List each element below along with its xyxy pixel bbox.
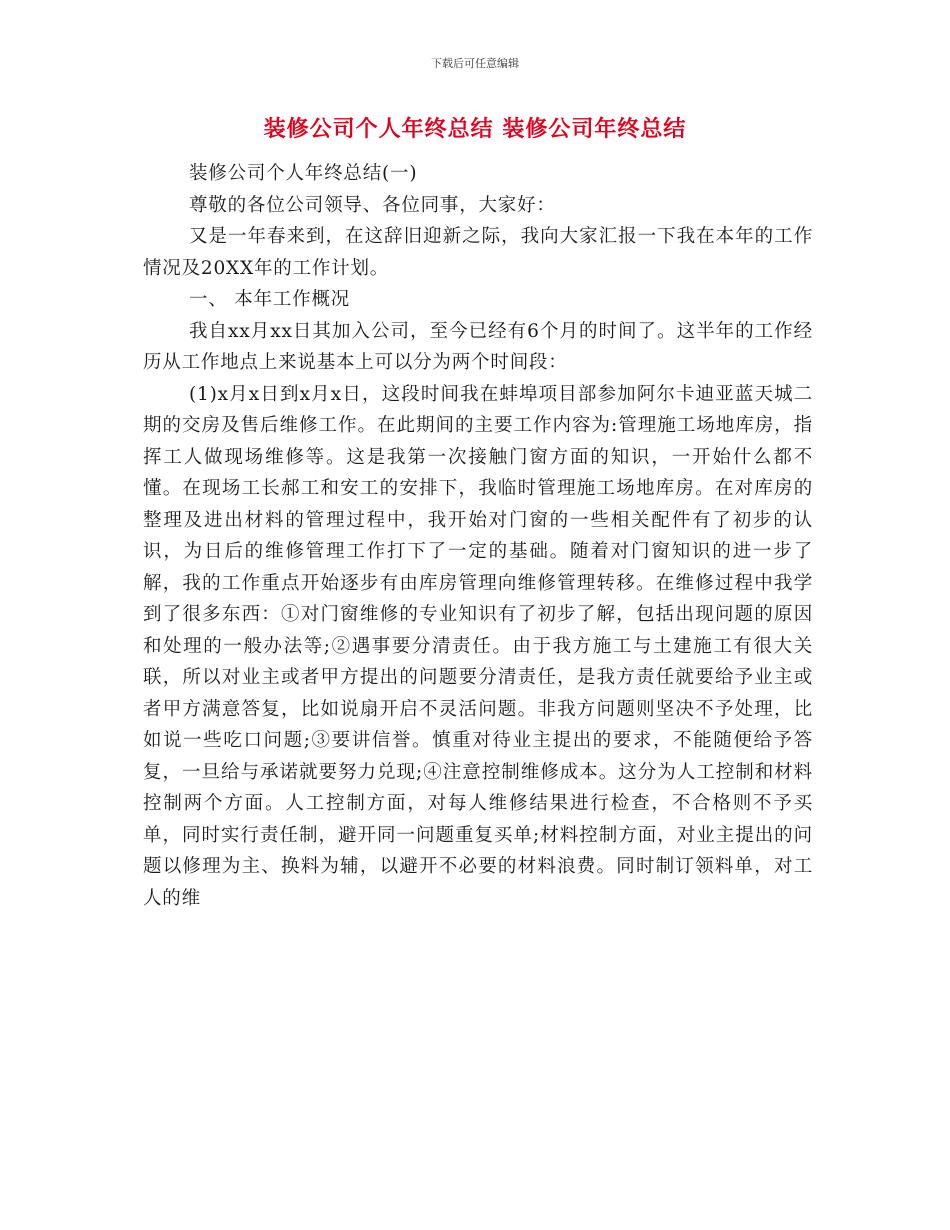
document-body <box>143 158 813 914</box>
salutation: 尊敬的各位公司领导、各位同事，大家好： <box>189 194 556 216</box>
subsection-heading: 一、 本年工作概况 <box>189 289 351 310</box>
document-title: 装修公司个人年终总结 装修公司年终总结 <box>263 116 687 142</box>
body-paragraph: (1)x月x日到x月x日，这段时间我在蚌埠项目部参加阿尔卡迪亚蓝天城二期的交房及售后维修工作。在此期间的主要工作内容为:管理施工场地库房，指挥工人做现场维修等。这是我第一次接触门窗方面的知识，一开始什么都不懂。在现场工长郝工和安工的安排下，我临时管理施工场地库房。在对库房的整理及进出材料的管理过程中，我开始对门窗的一些相关配件有了初步的认识，为日后的维修管理工作打下了一定的基础。随着对门窗知识的进一步了解，我的工作重点开始逐步有由库房管理向维修管理转移。在维修过程中我学到了很多东西：①对门窗维修的专业知识有了初步了解，包括出现问题的原因和处理的一般办法等;②遇事要分清责任。由于我方施工与土建施工有很大关联，所以对业主或者甲方提出的问题要分清责任，是我方责任就要给予业主或者甲方满意答复，比如说扇开启不灵活问题。非我方问题则坚决不予处理，比如说一些吃口问题;③要讲信誉。慎重对待业主提出的要求，不能随便给予答复，一旦给与承诺就要努力兑现;④注意控制维修成本。这分为人工控制和材料控制两个方面。人工控制方面，对每人维修结果进行检查，不合格则不予买单，同时实行责任制，避开同一问题重复买单;材料控制方面，对业主提出的问题以修理为主、换料为辅，以避开不必要的材料浪费。同时制订领料单，对工人的维 <box>143 383 813 909</box>
header-note: 下载后可任意编辑 <box>431 57 519 70</box>
intro-paragraph: 又是一年春来到，在这辞旧迎新之际，我向大家汇报一下我在本年的工作情况及20XX年的工作计划。 <box>143 226 813 279</box>
section-heading: 装修公司个人年终总结(一) <box>189 163 418 184</box>
body-paragraph: 我自xx月xx日其加入公司，至今已经有6个月的时间了。这半年的工作经历从工作地点上来说基本上可以分为两个时间段： <box>143 320 813 373</box>
